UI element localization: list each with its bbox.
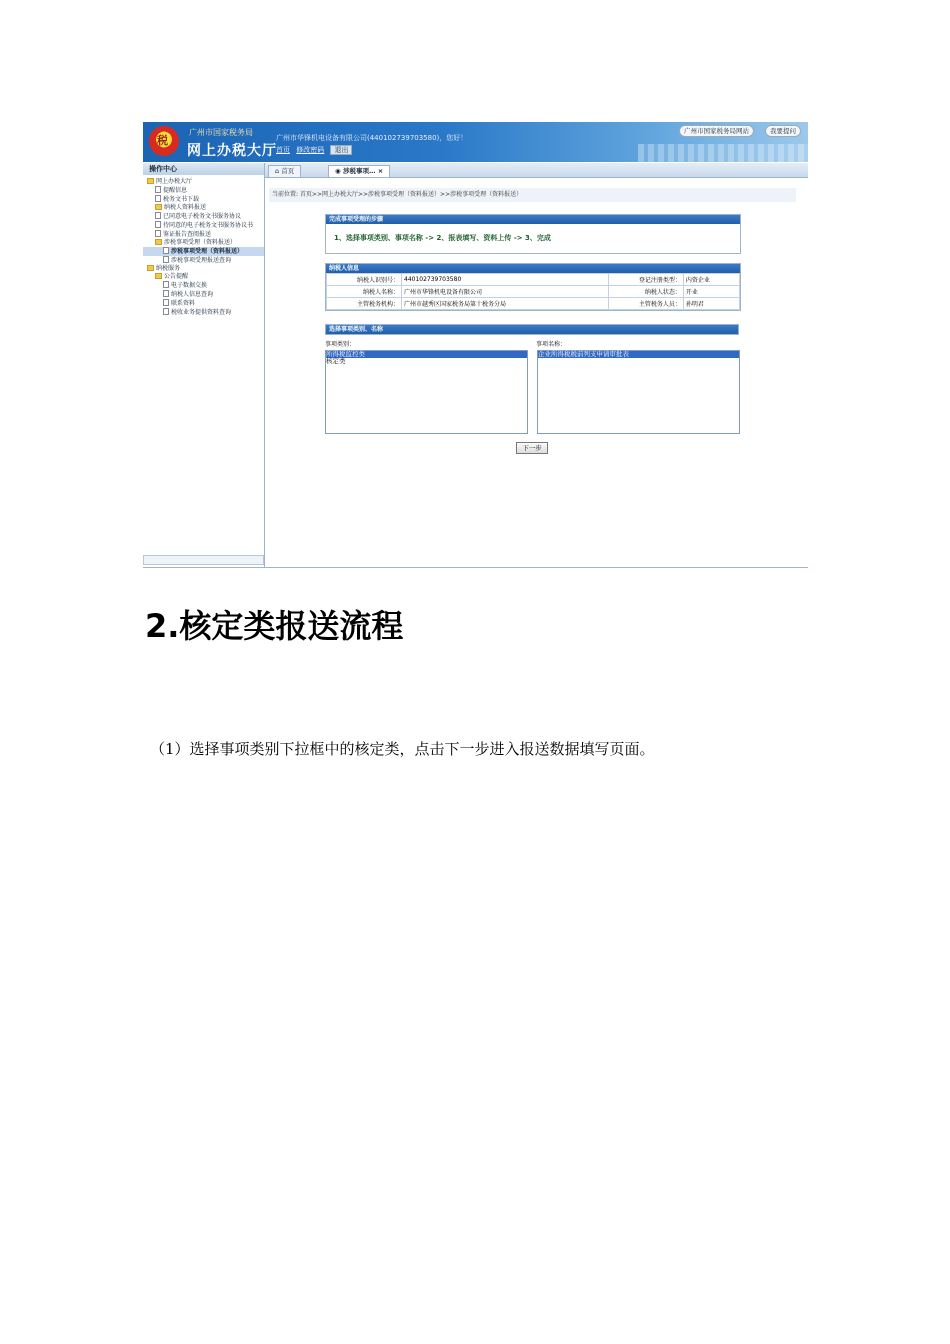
tax-emblem-icon: 税 (149, 126, 179, 156)
folder-icon (147, 265, 154, 271)
list-option[interactable]: 所得税监控类 (326, 351, 527, 358)
taxpayer-table (326, 273, 740, 310)
taxpayer-row (327, 274, 740, 286)
ask-question-button[interactable]: 我要提问 (765, 125, 801, 137)
folder-icon (147, 178, 154, 184)
document-icon (163, 247, 169, 254)
folder-icon (155, 273, 162, 279)
tree-item-label: 公告提醒 (164, 273, 189, 280)
tree-item[interactable] (143, 308, 264, 317)
select-title: 选择事项类别、名称 (325, 324, 739, 335)
tree-item[interactable] (143, 256, 264, 265)
tree-item[interactable] (143, 195, 264, 204)
field-label: 登记注册类型： (608, 274, 683, 286)
portal-header (143, 122, 808, 162)
category-label: 事项类别： (325, 341, 356, 348)
tree-item[interactable] (143, 178, 264, 186)
name-label: 事项名称： (536, 341, 567, 348)
logout-button[interactable]: 退出 (330, 145, 352, 155)
document-icon (163, 281, 169, 288)
field-value: 广州市华锋机电设备有限公司 (402, 286, 609, 298)
tree-item[interactable] (143, 204, 264, 212)
tree-item[interactable] (143, 281, 264, 290)
instruction-paragraph: （1）选择事项类别下拉框中的核定类，点击下一步进入报送数据填写页面。 (150, 740, 655, 758)
tree-item-label: 联系资料 (171, 300, 196, 307)
field-label: 纳税人状态： (608, 286, 683, 298)
tree-item[interactable] (143, 221, 264, 230)
next-step-button[interactable]: 下一步 (516, 442, 548, 454)
document-icon (163, 290, 169, 297)
document-icon (163, 256, 169, 263)
horizontal-scrollbar[interactable] (143, 555, 264, 565)
steps-text: 1、选择事项类别、事项名称 -> 2、报表填写、资料上传 -> 3、完成 (334, 234, 551, 242)
tree-item[interactable] (143, 239, 264, 247)
tree-item[interactable] (143, 273, 264, 281)
document-icon (163, 299, 169, 306)
document-icon (155, 230, 161, 237)
tree-item[interactable] (143, 247, 264, 256)
home-link[interactable]: 首页 (276, 146, 290, 154)
tree-item-label: 涉税事项受理（资料报送） (171, 248, 244, 255)
section-heading: 2.核定类报送流程 (145, 607, 404, 645)
field-value: 440102739703580 (402, 274, 609, 286)
taxpayer-row (327, 298, 740, 310)
taxpayer-title: 纳税人信息 (326, 264, 740, 273)
tree-item-label: 涉税事项受理报送查询 (171, 257, 232, 264)
tree-item-label: 电子数据交换 (171, 282, 208, 289)
tab-bar (265, 163, 808, 178)
folder-icon (155, 239, 162, 245)
tree-item-label: 税收业务提供资料查询 (171, 309, 232, 316)
user-greeting: 广州市华锋机电设备有限公司(440102739703580)，您好！ (276, 134, 468, 142)
steps-section (325, 214, 741, 254)
tree-item[interactable] (143, 299, 264, 308)
tree-item-label: 提醒信息 (163, 187, 188, 194)
folder-icon (155, 204, 162, 210)
tree-item-label: 涉税事项受理（资料报送） (164, 239, 237, 246)
tree-item-label: 网上办税大厅 (156, 178, 193, 185)
nav-tree (143, 175, 264, 317)
tree-item[interactable] (143, 212, 264, 221)
field-label: 纳税人识别号： (327, 274, 402, 286)
tree-item[interactable] (143, 186, 264, 195)
document-icon (163, 308, 169, 315)
tree-item-label: 税务文书下载 (163, 196, 200, 203)
tree-item-label: 已同意电子税务文书服务协议 (163, 213, 242, 220)
tree-item-label: 纳税人信息查询 (171, 291, 214, 298)
tab-tax-matter[interactable]: ◉ 涉税事项… × (328, 165, 390, 177)
taxpayer-row (327, 286, 740, 298)
tab-home[interactable]: ⌂ 首页 (268, 165, 301, 177)
item-name-listbox[interactable] (537, 350, 740, 434)
document-icon (155, 221, 161, 228)
change-password-link[interactable]: 修改密码 (296, 146, 325, 154)
logo-subtitle: 广州市国家税务局 (189, 128, 253, 137)
tree-item-label: 纳税人资料报送 (164, 204, 207, 211)
left-panel (143, 163, 265, 567)
document-icon (155, 186, 161, 193)
field-label: 主管税务人员： (608, 298, 683, 310)
tree-item-label: 鉴证报告查阅报送 (163, 231, 212, 238)
category-listbox[interactable] (325, 350, 528, 434)
tree-item-label: 纳税服务 (156, 265, 181, 272)
field-value: 内资企业 (683, 274, 739, 286)
breadcrumb: 当前位置: 首页>>网上办税大厅>>涉税事项受理（资料报送）>>涉税事项受理（资料报送） (269, 188, 796, 202)
steps-title: 完成事项受理的步骤 (326, 215, 740, 224)
list-option[interactable]: 核定类 (326, 357, 346, 365)
field-label: 纳税人名称： (327, 286, 402, 298)
field-value: 开业 (683, 286, 739, 298)
city-skyline-decoration (638, 144, 808, 162)
field-value: 孙明君 (683, 298, 739, 310)
field-value: 广州市越秀区国家税务局第十税务分局 (402, 298, 609, 310)
field-label: 主管税务机构： (327, 298, 402, 310)
document-icon (155, 212, 161, 219)
tree-item[interactable] (143, 230, 264, 239)
tree-item[interactable] (143, 290, 264, 299)
list-option[interactable]: 企业所得税税前列支申请审批表 (538, 351, 739, 358)
tax-bureau-site-button[interactable]: 广州市国家税务局网站 (679, 125, 754, 137)
logo-title: 网上办税大厅 (187, 143, 277, 159)
embedded-screenshot (143, 122, 808, 568)
left-panel-title: 操作中心 (143, 163, 264, 175)
document-icon (155, 195, 161, 202)
header-links (276, 145, 356, 155)
tree-item-label: 待同意的电子税务文书服务协议书 (163, 222, 254, 229)
close-icon[interactable]: × (377, 167, 384, 175)
tree-item[interactable] (143, 265, 264, 273)
taxpayer-section (325, 263, 741, 311)
